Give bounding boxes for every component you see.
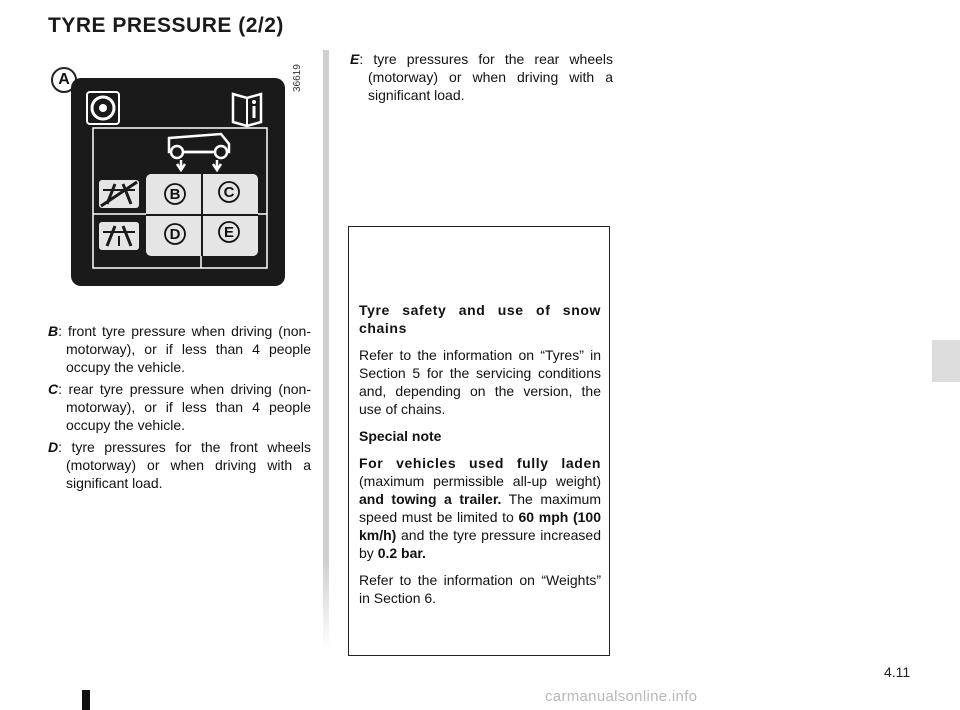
cell-b: B (169, 186, 181, 203)
special-note-paragraph: For vehicles used fully laden (maximum permissible all-up weight) and towing a trailer. The maximum speed must be limited to 60 mph (100 km/h) and the tyre pressure increased by 0.2 bar. (359, 455, 601, 561)
note-heading: Tyre safety and use of snow chains (359, 302, 601, 336)
tyre-pressure-label-figure (71, 78, 285, 286)
column-divider (323, 50, 329, 650)
tyre-pressure-label-graphic (71, 78, 285, 286)
note-content (359, 301, 601, 616)
car-axle-icon (169, 134, 229, 170)
page-number: 4.11 (884, 664, 911, 680)
wheel-icon (87, 92, 119, 124)
description-e: E: tyre pressures for the rear wheels (motorway) or when driving with a significant load. (350, 51, 613, 103)
cell-e: E (223, 224, 235, 241)
left-descriptions (48, 322, 311, 496)
cell-c: C (223, 184, 235, 201)
page-title: TYRE PRESSURE (2/2) (48, 14, 284, 37)
figure-label: A (51, 67, 77, 93)
watermark: carmanualsonline.info (545, 688, 698, 705)
note-paragraph-weights: Refer to the information on “Weights” in Section 6. (359, 572, 601, 606)
snow-chains-note-box (348, 226, 610, 656)
cell-d: D (169, 226, 181, 243)
section-tab-marker (932, 340, 960, 382)
right-descriptions (350, 50, 613, 108)
non-motorway-icon (99, 180, 139, 208)
description-b: B: front tyre pressure when driving (non-motorway), or if less than 4 people occupy the vehicle. (48, 323, 311, 375)
special-note-heading: Special note (359, 428, 442, 444)
manual-info-icon (233, 94, 261, 126)
corner-crop-mark (82, 690, 90, 710)
description-c: C: rear tyre pressure when driving (non-motorway), or if less than 4 people occupy the vehicle. (48, 381, 311, 433)
motorway-icon (99, 222, 139, 250)
figure-reference-number: 36619 (292, 64, 303, 92)
description-d: D: tyre pressures for the front wheels (motorway) or when driving with a significant load. (48, 439, 311, 491)
note-paragraph-tyres: Refer to the information on “Tyres” in Section 5 for the servicing conditions and, depending on the version, the use of chains. (359, 347, 601, 417)
